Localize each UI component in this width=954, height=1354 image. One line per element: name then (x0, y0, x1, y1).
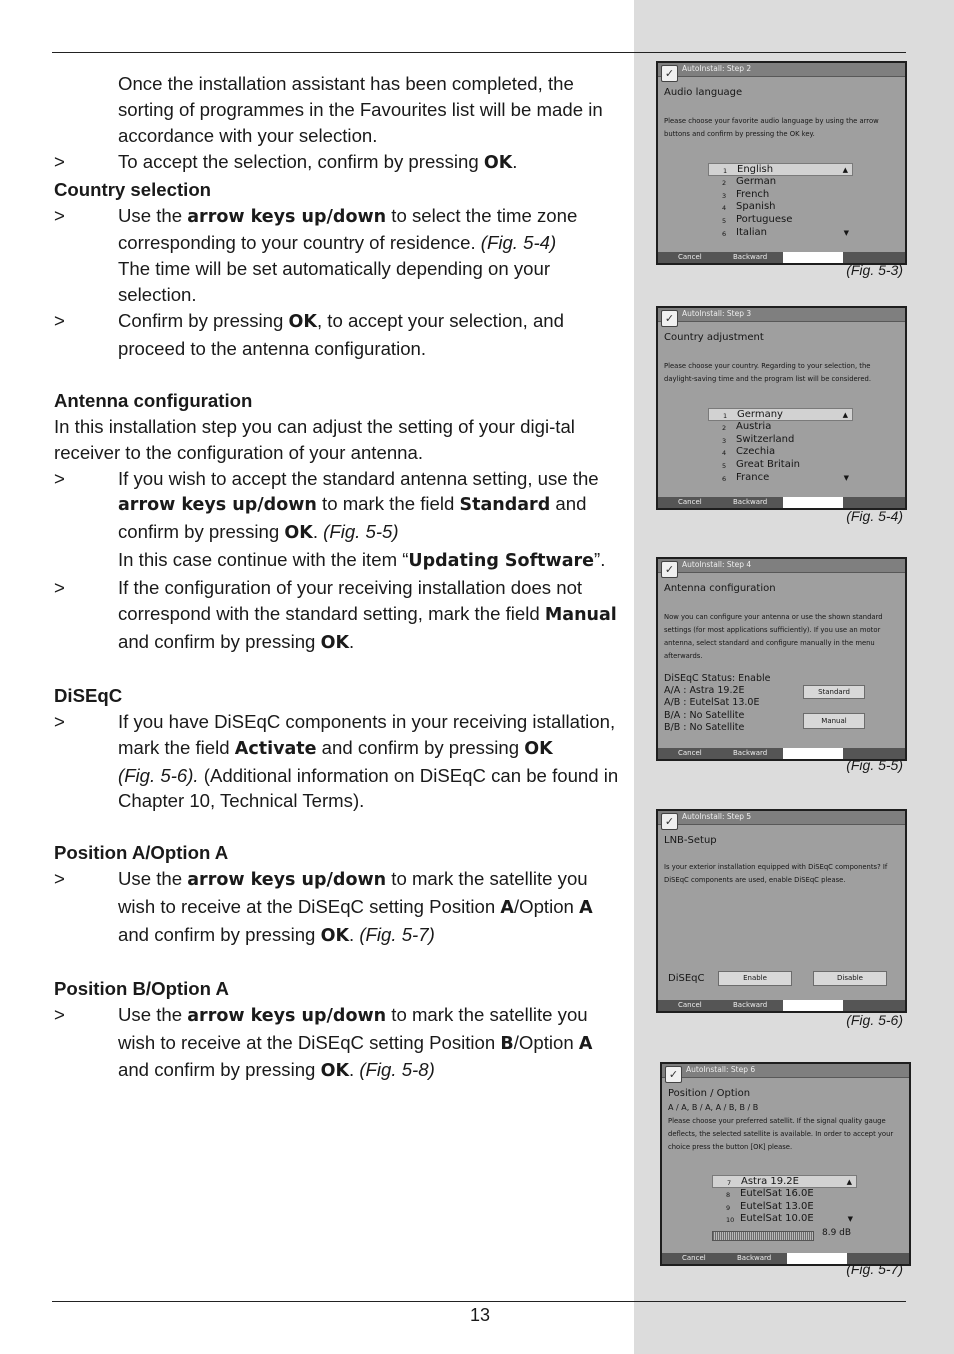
status-line: B/A : No Satellite (664, 709, 745, 721)
text-run: to select the time zone corresponding to your country of residence. (118, 204, 578, 254)
cancel-label: Cancel (682, 1254, 706, 1262)
item-number: 6 (722, 474, 727, 483)
list-item (708, 434, 853, 447)
checklist-icon: ✓ (661, 65, 678, 82)
text-run: and confirm by pressing (118, 493, 587, 543)
key-ok: OK (288, 312, 317, 333)
screen-softkey-box (787, 1253, 847, 1264)
heading-diseqc: DiSEqC (54, 684, 123, 706)
cancel-label: Cancel (678, 253, 702, 261)
bullet-paragraph (54, 1002, 624, 1086)
list-item (712, 1201, 857, 1214)
screen-description: Please choose your favorite audio language by using the arrow buttons and confirm by pressing the OK key. (664, 117, 879, 138)
item-label: German (736, 175, 777, 187)
item-number: 5 (722, 462, 727, 471)
item-number: 2 (722, 178, 727, 187)
cancel-label: Cancel (678, 749, 702, 757)
backward-label: Backward (733, 253, 768, 261)
heading-position-a: Position A/Option A (54, 842, 229, 864)
bullet-paragraph (54, 466, 624, 548)
status-line: A/A : Astra 19.2E (664, 685, 745, 697)
text-run: Use the (118, 1003, 188, 1025)
item-label: Italian (736, 226, 768, 238)
screen-step: AutoInstall: Step 3 (682, 309, 752, 318)
key-letter: B (500, 1033, 514, 1054)
screen-description: Now you can configure your antenna or use the shown standard settings (for most applications sufficiently). If you use an motor antenna, select standard and configure manually in the menu afterwards. (664, 613, 883, 660)
text-run: ”. (594, 549, 606, 571)
key-arrows: arrow keys up/down (187, 870, 387, 891)
text-run: . (512, 150, 518, 172)
diseqc-label: DiSEqC (668, 973, 705, 984)
screen-description: Please choose your preferred satellit. If the signal quality gauge deflects, the selected satellite is available. In order to accept your choice press the button [OK] please. (668, 1117, 894, 1151)
item-label: Astra 19.2E (741, 1176, 799, 1187)
list-item (708, 163, 853, 176)
item-number: 3 (722, 436, 727, 445)
bullet-marker: > (54, 467, 65, 489)
list-item (708, 214, 853, 227)
standard-button: Standard (803, 685, 865, 699)
cancel-label: Cancel (678, 498, 702, 506)
text-run: . (349, 1059, 355, 1081)
item-label: EutelSat 10.0E (740, 1213, 814, 1225)
item-number: 4 (722, 449, 727, 458)
checklist-icon: ✓ (661, 813, 678, 830)
screen-title: LNB-Setup (664, 835, 717, 846)
item-number: 8 (726, 1190, 731, 1199)
list-item (708, 472, 853, 485)
paragraph: The time will be set automatically depending on your selection. (118, 258, 551, 306)
bullet-marker: > (54, 150, 65, 172)
scroll-up-icon: ▲ (846, 1178, 852, 1186)
key-letter: A (500, 898, 514, 919)
key-ok: OK (483, 152, 513, 173)
status-line: A/B : EutelSat 13.0E (664, 697, 760, 709)
key-updating-software: Updating Software (408, 551, 595, 572)
figure-ref: (Fig. 5-7) (359, 923, 435, 945)
backward-label: Backward (733, 1001, 768, 1009)
figure-caption: (Fig. 5-7) (846, 1261, 903, 1277)
scroll-down-icon: ▼ (843, 228, 849, 237)
item-label: Spanish (736, 201, 776, 213)
paragraph (54, 547, 624, 575)
option-list (708, 163, 853, 240)
text-run: to mark the satellite you wish to receive at the DiSEqC setting Position (118, 1003, 588, 1053)
text-run: In this case continue with the item “ (118, 549, 409, 571)
text-run: and confirm by pressing (118, 923, 321, 945)
list-item (708, 227, 853, 240)
list-item (712, 1175, 857, 1188)
text-run: Use the (118, 868, 188, 890)
list-item (712, 1213, 857, 1226)
screen-softkey-box (783, 1000, 843, 1011)
screen-title: Antenna configuration (664, 583, 776, 594)
screen-softkey-box (783, 252, 843, 263)
bullet-marker: > (54, 204, 65, 226)
text-run: Use the (118, 204, 188, 226)
screenshot-antenna-configuration (656, 557, 907, 761)
page-number: 13 (469, 1305, 491, 1325)
screen-step: AutoInstall: Step 4 (682, 560, 752, 569)
paragraph: In this installation step you can adjust the setting of your digi-tal receiver to the configuration of your antenna. (54, 415, 575, 463)
list-item (708, 459, 853, 472)
signal-quality-gauge (712, 1231, 814, 1241)
figure-ref: (Fig. 5-5) (323, 521, 399, 543)
key-ok: OK (320, 1061, 349, 1082)
option-list (708, 408, 853, 485)
paragraph: Once the installation assistant has been completed, the sorting of programmes in the Favourites list will be made in accordance with your selection. (118, 73, 603, 146)
text-run: and confirm by pressing (316, 736, 525, 758)
signal-quality-value: 8.9 dB (822, 1228, 852, 1238)
key-ok: OK (320, 925, 349, 946)
paragraph (54, 763, 624, 815)
backward-label: Backward (737, 1254, 772, 1262)
status-line: DiSEqC Status: Enable (664, 673, 771, 684)
screenshot-country-adjustment (656, 306, 907, 510)
bullet-paragraph (54, 308, 624, 362)
text-run: . (312, 521, 318, 543)
item-number: 5 (722, 217, 727, 226)
screen-softkey-box (783, 497, 843, 508)
option-list (712, 1175, 857, 1226)
item-number: 1 (723, 412, 728, 420)
key-ok: OK (284, 523, 313, 544)
text-run: If the configuration of your receiving installation does not correspond with the standard setting, mark the field (118, 577, 583, 625)
status-line: B/B : No Satellite (664, 721, 745, 733)
cancel-label: Cancel (678, 1001, 702, 1009)
heading-antenna-configuration: Antenna configuration (54, 389, 253, 411)
screen-step: AutoInstall: Step 6 (686, 1065, 756, 1074)
figure-caption: (Fig. 5-5) (846, 757, 903, 773)
item-label: Czechia (736, 446, 776, 458)
text-run: If you wish to accept the standard antenna setting, use the (118, 467, 599, 489)
item-label: EutelSat 16.0E (740, 1187, 814, 1199)
screenshot-audio-language (656, 61, 907, 265)
bullet-marker: > (54, 1003, 65, 1025)
text-run: to mark the field (316, 493, 460, 515)
item-label: Great Britain (736, 459, 800, 471)
screen-title: Position / Option (668, 1088, 751, 1099)
text-run: (Additional information on DiSEqC can be found in Chapter 10, Technical Terms). (118, 764, 619, 812)
screen-description: Is your exterior installation equipped with DiSEqC components? If DiSEqC components are used, enable DiSEqC please. (664, 863, 888, 884)
bullet-marker: > (54, 710, 65, 732)
checklist-icon: ✓ (665, 1066, 682, 1083)
item-number: 10 (726, 1216, 735, 1225)
scroll-up-icon: ▲ (842, 166, 848, 174)
item-label: EutelSat 13.0E (740, 1200, 814, 1212)
scroll-down-icon: ▼ (847, 1215, 853, 1224)
bottom-rule (52, 1301, 906, 1302)
body-text (54, 71, 624, 1085)
text-run: To accept the selection, confirm by pressing (118, 150, 484, 172)
key-ok: OK (320, 633, 349, 654)
figure-ref: (Fig. 5-8) (359, 1059, 435, 1081)
item-number: 6 (722, 229, 727, 238)
backward-label: Backward (733, 498, 768, 506)
screen-step: AutoInstall: Step 5 (682, 812, 752, 821)
item-number: 7 (727, 1179, 732, 1187)
list-item (708, 176, 853, 189)
figure-caption: (Fig. 5-6) (846, 1012, 903, 1028)
bullet-paragraph (54, 709, 624, 763)
screenshot-position-option (660, 1062, 911, 1266)
bullet-marker: > (54, 577, 65, 599)
item-label: Germany (737, 409, 783, 420)
item-number: 1 (723, 167, 728, 175)
list-item (708, 408, 853, 421)
item-number: 2 (722, 423, 727, 432)
screen-description: Please choose your country. Regarding to your selection, the daylight-saving time and the program list will be considered. (664, 362, 871, 383)
screen-title: Country adjustment (664, 332, 764, 343)
figure-caption: (Fig. 5-4) (846, 508, 903, 524)
text-run: . (349, 923, 355, 945)
screen-subtitle: A / A, B / A, A / B, B / B (668, 1103, 759, 1112)
item-label: English (737, 164, 774, 175)
list-item (708, 421, 853, 434)
checklist-icon: ✓ (661, 310, 678, 327)
list-item (712, 1188, 857, 1201)
item-label: Portuguese (736, 214, 793, 226)
text-run: Confirm by pressing (118, 310, 289, 332)
key-arrows: arrow keys up/down (187, 1005, 387, 1026)
key-arrows: arrow keys up/down (187, 206, 387, 227)
top-rule (52, 52, 906, 53)
screen-bottom-bar (658, 497, 905, 508)
screen-title: Audio language (664, 87, 743, 98)
text-run: /Option (513, 896, 580, 918)
text-run: , to accept your selection, and proceed to the antenna configuration. (118, 310, 564, 360)
key-arrows: arrow keys up/down (118, 495, 317, 516)
item-number: 9 (726, 1203, 731, 1212)
enable-button: Enable (718, 971, 792, 986)
key-activate: Activate (234, 738, 317, 759)
manual-button: Manual (803, 713, 865, 729)
key-letter: A (578, 1033, 593, 1054)
bullet-paragraph (54, 866, 624, 950)
figure-ref: (Fig. 5-4) (480, 232, 557, 254)
bullet-paragraph (54, 203, 624, 257)
item-label: French (736, 188, 770, 200)
key-standard: Standard (459, 495, 551, 516)
backward-label: Backward (733, 749, 768, 757)
screen-softkey-box (783, 748, 843, 759)
item-label: Switzerland (736, 433, 795, 445)
checklist-icon: ✓ (661, 561, 678, 578)
list-item (708, 201, 853, 214)
item-label: Austria (736, 420, 772, 432)
figure-ref: (Fig. 5-6). (118, 764, 199, 786)
scroll-down-icon: ▼ (843, 473, 849, 482)
text-run: to mark the satellite you wish to receive at the DiSEqC setting Position (118, 868, 588, 918)
list-item (708, 446, 853, 459)
text-run: /Option (513, 1031, 579, 1053)
bullet-marker: > (54, 868, 65, 890)
screen-bottom-bar (658, 1000, 905, 1011)
disable-button: Disable (813, 971, 887, 986)
screen-step: AutoInstall: Step 2 (682, 64, 752, 73)
item-label: France (736, 471, 770, 483)
list-item (708, 189, 853, 202)
heading-country-selection: Country selection (54, 178, 212, 200)
item-number: 3 (722, 191, 727, 200)
screenshot-lnb-setup (656, 809, 907, 1013)
heading-position-b: Position B/Option A (54, 977, 229, 999)
text-run: . (349, 631, 355, 653)
figure-caption: (Fig. 5-3) (846, 262, 903, 278)
bullet-marker: > (54, 310, 65, 332)
diseqc-status (664, 673, 771, 734)
text-run: If you have DiSEqC components in your receiving istallation, mark the field (118, 710, 616, 758)
key-ok: OK (524, 738, 553, 759)
key-letter: A (579, 898, 593, 919)
text-run: and confirm by pressing (118, 631, 321, 653)
bullet-paragraph (54, 575, 624, 657)
scroll-up-icon: ▲ (842, 411, 848, 419)
key-manual: Manual (544, 605, 617, 626)
text-run: and confirm by pressing (118, 1059, 321, 1081)
bullet-paragraph (54, 149, 624, 177)
item-number: 4 (722, 204, 727, 213)
